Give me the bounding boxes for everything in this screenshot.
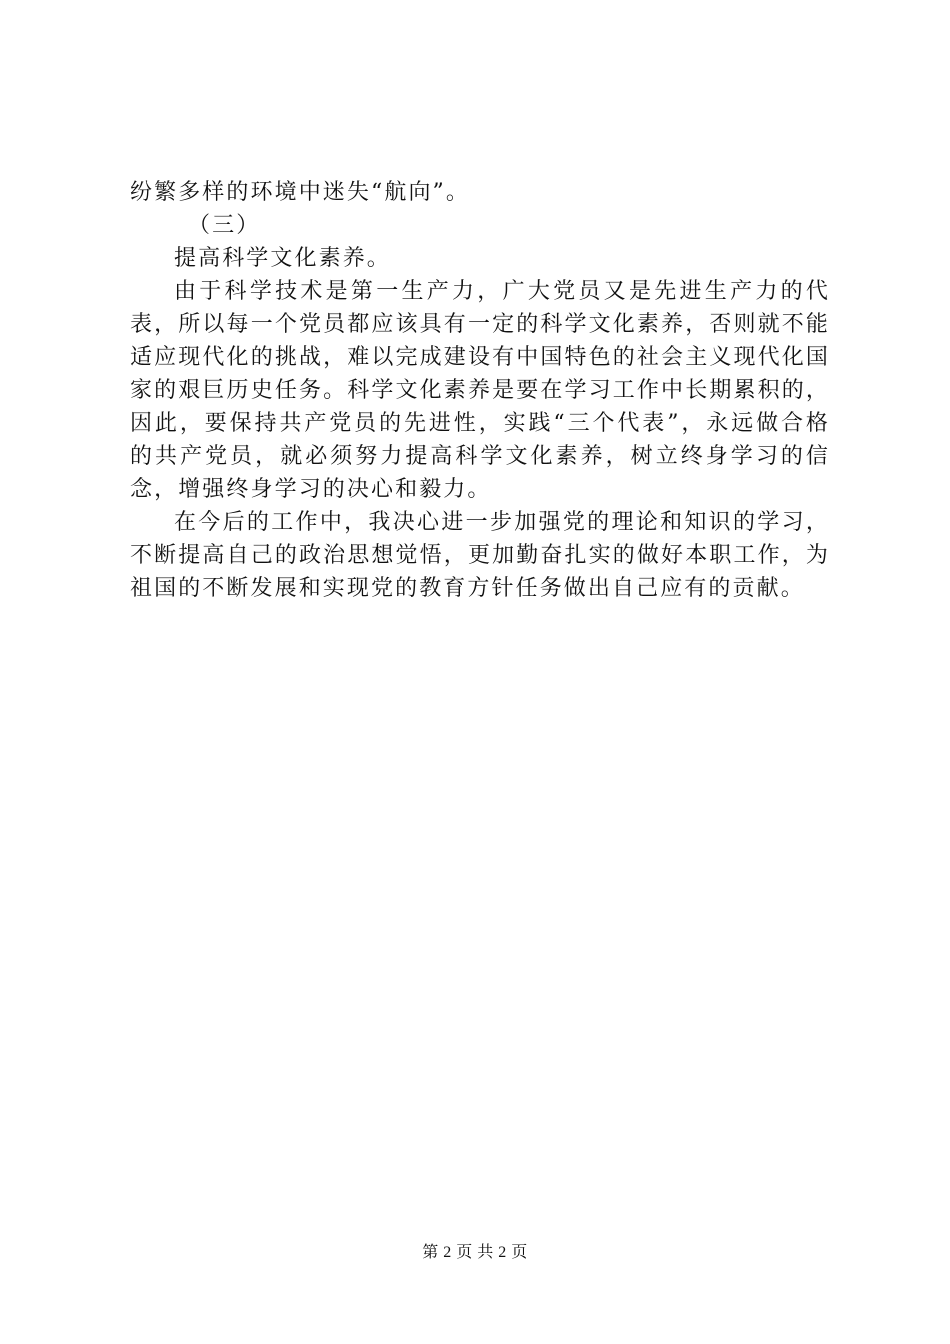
closing-paragraph: 在今后的工作中，我决心进一步加强党的理论和知识的学习，不断提高自己的政治思想觉悟，更加勤奋扎实的做好本职工作，为祖国的不断发展和实现党的教育方针任务做出自己应有的贡献。	[130, 510, 830, 601]
section-heading: 提高科学文化素养。	[174, 246, 391, 271]
document-body	[130, 176, 830, 605]
page-footer: 第 2 页 共 2 页	[422, 1244, 528, 1261]
body-paragraph: 由于科学技术是第一生产力，广大党员又是先进生产力的代表，所以每一个党员都应该具有一定的科学文化素养，否则就不能适应现代化的挑战，难以完成建设有中国特色的社会主义现代化国家的艰巨历史任务。科学文化素养是要在学习工作中长期累积的，因此，要保持共产党员的先进性，实践“三个代表”，永远做合格的共产党员，就必须努力提高科学文化素养，树立终身学习的信念，增强终身学习的决心和毅力。	[130, 279, 830, 502]
continuation-paragraph: 纷繁多样的环境中迷失“航向”。	[130, 180, 470, 205]
section-number: （三）	[188, 213, 261, 238]
